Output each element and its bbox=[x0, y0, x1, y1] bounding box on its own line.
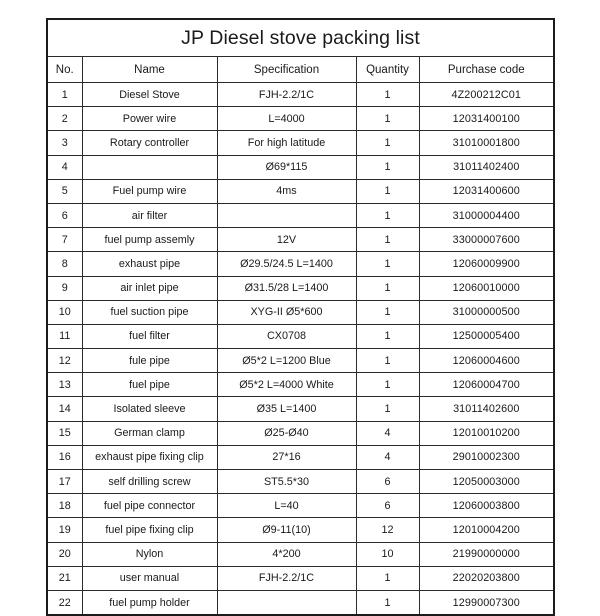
cell-no: 2 bbox=[47, 107, 82, 131]
cell-name: fuel filter bbox=[82, 324, 217, 348]
cell-name: user manual bbox=[82, 566, 217, 590]
title-row bbox=[47, 19, 554, 57]
cell-spec: Ø69*115 bbox=[217, 155, 356, 179]
cell-name: Rotary controller bbox=[82, 131, 217, 155]
cell-name: fuel suction pipe bbox=[82, 300, 217, 324]
cell-spec: Ø31.5/28 L=1400 bbox=[217, 276, 356, 300]
cell-qty: 6 bbox=[356, 470, 419, 494]
column-header-spec: Specification bbox=[217, 57, 356, 83]
cell-name: fuel pipe fixing clip bbox=[82, 518, 217, 542]
cell-spec: ST5.5*30 bbox=[217, 470, 356, 494]
cell-code: 31000004400 bbox=[419, 203, 554, 227]
cell-name: fuel pipe bbox=[82, 373, 217, 397]
cell-code: 12990007300 bbox=[419, 590, 554, 615]
cell-no: 11 bbox=[47, 324, 82, 348]
cell-no: 5 bbox=[47, 179, 82, 203]
cell-qty: 10 bbox=[356, 542, 419, 566]
cell-code: 31011402400 bbox=[419, 155, 554, 179]
table-row bbox=[47, 300, 554, 324]
cell-code: 12060004700 bbox=[419, 373, 554, 397]
cell-no: 7 bbox=[47, 228, 82, 252]
cell-spec: FJH-2.2/1C bbox=[217, 566, 356, 590]
cell-qty: 1 bbox=[356, 83, 419, 107]
cell-spec: Ø25-Ø40 bbox=[217, 421, 356, 445]
cell-code: 31011402600 bbox=[419, 397, 554, 421]
cell-no: 14 bbox=[47, 397, 82, 421]
cell-no: 13 bbox=[47, 373, 82, 397]
cell-spec: Ø5*2 L=4000 White bbox=[217, 373, 356, 397]
column-header-row bbox=[47, 57, 554, 83]
cell-spec: 27*16 bbox=[217, 445, 356, 469]
cell-code: 12060010000 bbox=[419, 276, 554, 300]
cell-code: 31000000500 bbox=[419, 300, 554, 324]
cell-no: 9 bbox=[47, 276, 82, 300]
table-row bbox=[47, 349, 554, 373]
column-header-name: Name bbox=[82, 57, 217, 83]
table-row bbox=[47, 590, 554, 615]
cell-qty: 1 bbox=[356, 276, 419, 300]
cell-spec: L=40 bbox=[217, 494, 356, 518]
table-row bbox=[47, 107, 554, 131]
cell-code: 4Z200212C01 bbox=[419, 83, 554, 107]
cell-qty: 1 bbox=[356, 324, 419, 348]
page-title: JP Diesel stove packing list bbox=[47, 19, 554, 57]
cell-qty: 1 bbox=[356, 179, 419, 203]
cell-code: 22020203800 bbox=[419, 566, 554, 590]
cell-qty: 1 bbox=[356, 590, 419, 615]
cell-qty: 1 bbox=[356, 228, 419, 252]
cell-name: Diesel Stove bbox=[82, 83, 217, 107]
column-header-qty: Quantity bbox=[356, 57, 419, 83]
cell-no: 16 bbox=[47, 445, 82, 469]
cell-qty: 1 bbox=[356, 373, 419, 397]
cell-name: Isolated sleeve bbox=[82, 397, 217, 421]
cell-name: fuel pipe connector bbox=[82, 494, 217, 518]
cell-spec: Ø29.5/24.5 L=1400 bbox=[217, 252, 356, 276]
cell-code: 12060009900 bbox=[419, 252, 554, 276]
table-row bbox=[47, 542, 554, 566]
cell-qty: 1 bbox=[356, 155, 419, 179]
table-row bbox=[47, 566, 554, 590]
cell-no: 22 bbox=[47, 590, 82, 615]
cell-code: 29010002300 bbox=[419, 445, 554, 469]
cell-no: 3 bbox=[47, 131, 82, 155]
cell-qty: 4 bbox=[356, 421, 419, 445]
cell-no: 18 bbox=[47, 494, 82, 518]
cell-code: 12050003000 bbox=[419, 470, 554, 494]
cell-no: 20 bbox=[47, 542, 82, 566]
table-row bbox=[47, 228, 554, 252]
column-header-code: Purchase code bbox=[419, 57, 554, 83]
table-row bbox=[47, 518, 554, 542]
cell-code: 12031400600 bbox=[419, 179, 554, 203]
cell-name: fule pipe bbox=[82, 349, 217, 373]
cell-name: fuel pump holder bbox=[82, 590, 217, 615]
table-row bbox=[47, 397, 554, 421]
table-row bbox=[47, 179, 554, 203]
cell-name: German clamp bbox=[82, 421, 217, 445]
table-row bbox=[47, 494, 554, 518]
cell-no: 6 bbox=[47, 203, 82, 227]
cell-no: 19 bbox=[47, 518, 82, 542]
cell-spec: XYG-II Ø5*600 bbox=[217, 300, 356, 324]
cell-qty: 1 bbox=[356, 349, 419, 373]
table-row bbox=[47, 445, 554, 469]
cell-spec: FJH-2.2/1C bbox=[217, 83, 356, 107]
cell-spec: 4ms bbox=[217, 179, 356, 203]
cell-name: air filter bbox=[82, 203, 217, 227]
cell-qty: 1 bbox=[356, 300, 419, 324]
column-header-no: No. bbox=[47, 57, 82, 83]
cell-spec: 12V bbox=[217, 228, 356, 252]
cell-spec: For high latitude bbox=[217, 131, 356, 155]
cell-qty: 1 bbox=[356, 252, 419, 276]
table-row bbox=[47, 203, 554, 227]
cell-no: 21 bbox=[47, 566, 82, 590]
table-row bbox=[47, 131, 554, 155]
cell-qty: 1 bbox=[356, 131, 419, 155]
table-row bbox=[47, 470, 554, 494]
cell-code: 21990000000 bbox=[419, 542, 554, 566]
table-row bbox=[47, 373, 554, 397]
cell-spec: Ø5*2 L=1200 Blue bbox=[217, 349, 356, 373]
cell-no: 10 bbox=[47, 300, 82, 324]
table-row bbox=[47, 155, 554, 179]
cell-spec: 4*200 bbox=[217, 542, 356, 566]
packing-list-sheet bbox=[46, 18, 553, 609]
cell-name: exhaust pipe bbox=[82, 252, 217, 276]
cell-name: self drilling screw bbox=[82, 470, 217, 494]
cell-code: 12060003800 bbox=[419, 494, 554, 518]
cell-code: 12060004600 bbox=[419, 349, 554, 373]
cell-qty: 12 bbox=[356, 518, 419, 542]
table-row bbox=[47, 276, 554, 300]
cell-qty: 1 bbox=[356, 107, 419, 131]
cell-code: 12010010200 bbox=[419, 421, 554, 445]
cell-code: 12500005400 bbox=[419, 324, 554, 348]
cell-code: 31010001800 bbox=[419, 131, 554, 155]
cell-name bbox=[82, 155, 217, 179]
cell-name: Nylon bbox=[82, 542, 217, 566]
cell-code: 33000007600 bbox=[419, 228, 554, 252]
cell-spec bbox=[217, 590, 356, 615]
cell-name: Fuel pump wire bbox=[82, 179, 217, 203]
cell-no: 12 bbox=[47, 349, 82, 373]
cell-no: 17 bbox=[47, 470, 82, 494]
table-row bbox=[47, 324, 554, 348]
table-row bbox=[47, 421, 554, 445]
table-body bbox=[47, 83, 554, 616]
cell-qty: 1 bbox=[356, 566, 419, 590]
packing-list-table bbox=[46, 18, 555, 616]
cell-qty: 4 bbox=[356, 445, 419, 469]
cell-name: exhaust pipe fixing clip bbox=[82, 445, 217, 469]
cell-name: air inlet pipe bbox=[82, 276, 217, 300]
cell-name: fuel pump assemly bbox=[82, 228, 217, 252]
table-row bbox=[47, 83, 554, 107]
cell-qty: 6 bbox=[356, 494, 419, 518]
cell-no: 4 bbox=[47, 155, 82, 179]
table-row bbox=[47, 252, 554, 276]
cell-spec: L=4000 bbox=[217, 107, 356, 131]
cell-no: 8 bbox=[47, 252, 82, 276]
cell-no: 15 bbox=[47, 421, 82, 445]
table-head bbox=[47, 19, 554, 83]
cell-spec: Ø9-11(10) bbox=[217, 518, 356, 542]
cell-spec: CX0708 bbox=[217, 324, 356, 348]
cell-qty: 1 bbox=[356, 397, 419, 421]
cell-qty: 1 bbox=[356, 203, 419, 227]
cell-name: Power wire bbox=[82, 107, 217, 131]
cell-no: 1 bbox=[47, 83, 82, 107]
cell-code: 12031400100 bbox=[419, 107, 554, 131]
cell-spec: Ø35 L=1400 bbox=[217, 397, 356, 421]
cell-code: 12010004200 bbox=[419, 518, 554, 542]
cell-spec bbox=[217, 203, 356, 227]
